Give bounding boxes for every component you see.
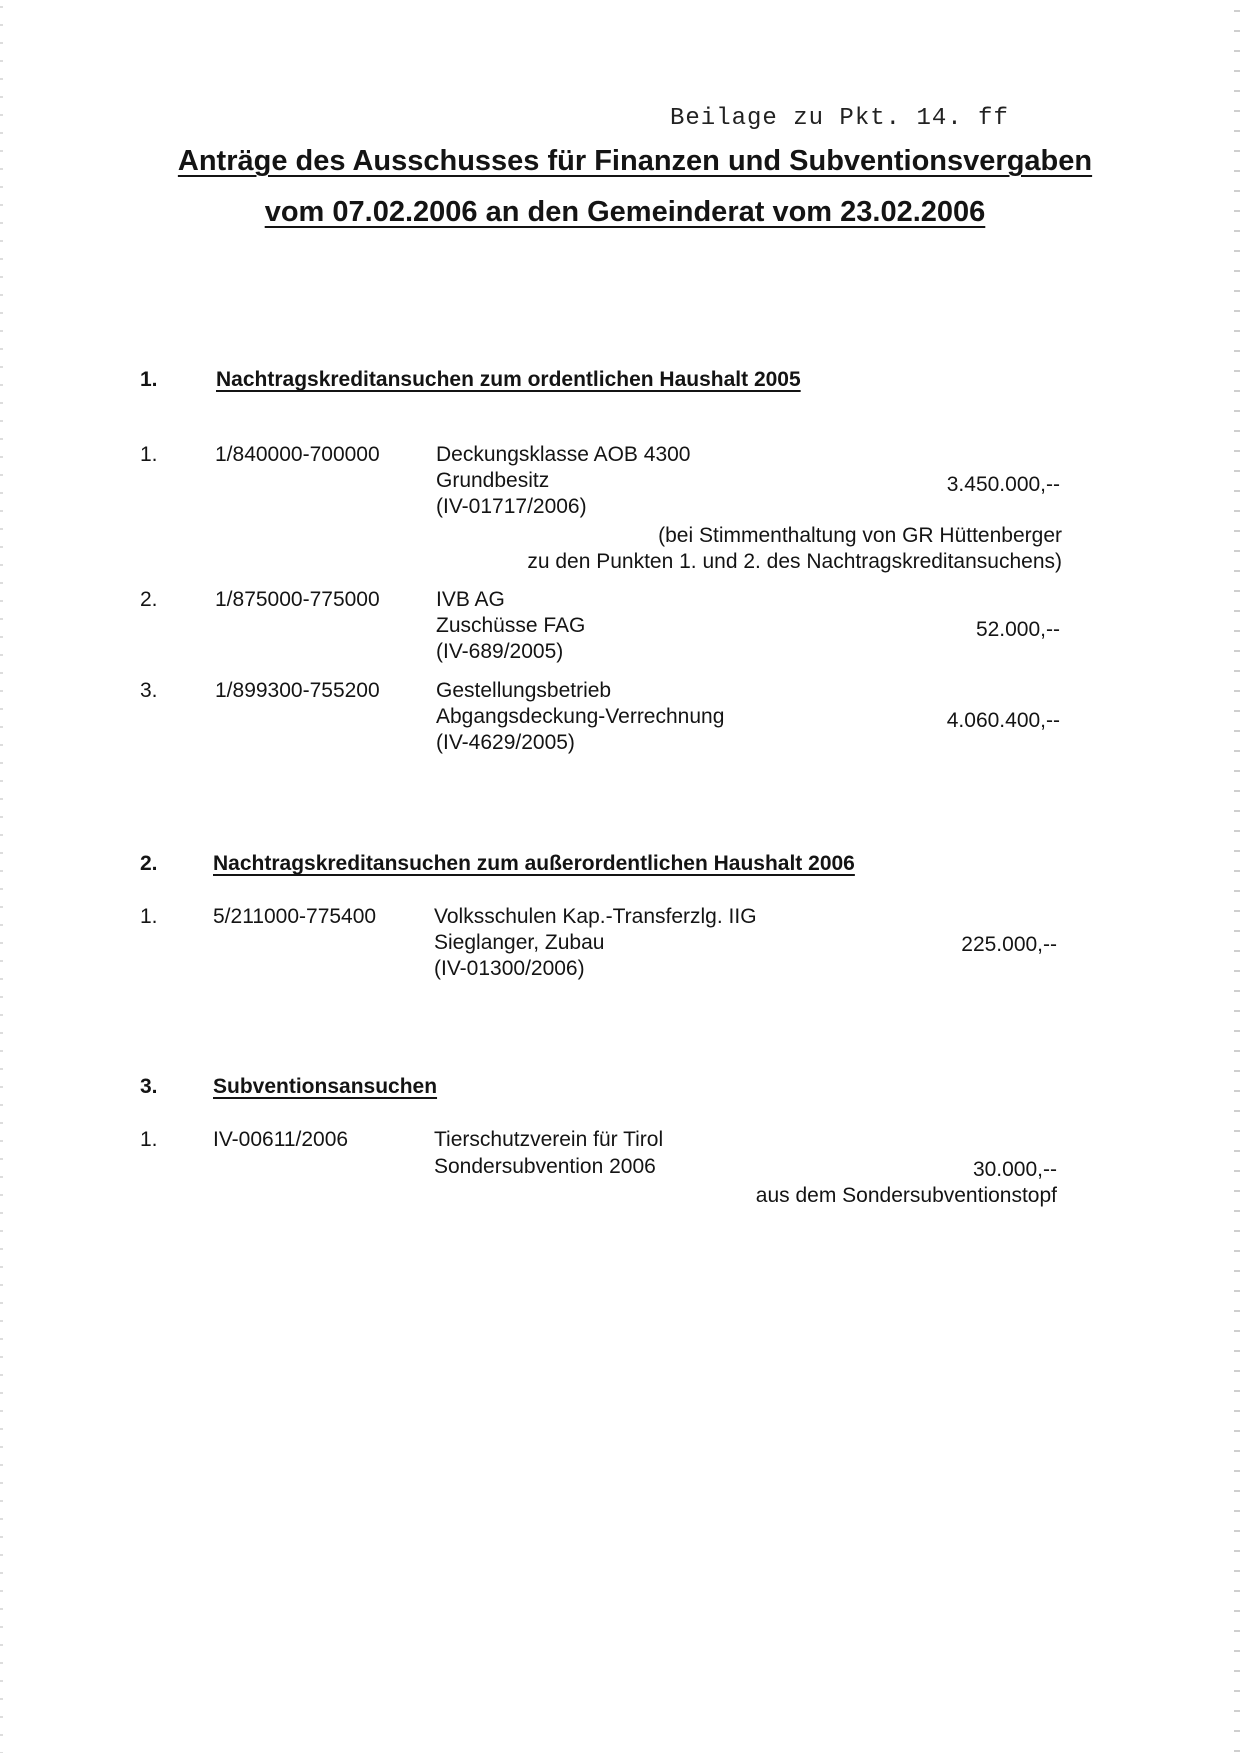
item-description-line: Abgangsdeckung-Verrechnung bbox=[436, 705, 725, 728]
section-3-number: 3. bbox=[140, 1075, 158, 1098]
item-number: 1. bbox=[140, 905, 158, 928]
scan-edge-right bbox=[1234, 0, 1240, 1753]
page-subtitle: vom 07.02.2006 an den Gemeinderat vom 23.02.2006 bbox=[264, 196, 986, 228]
item-description-line: Zuschüsse FAG bbox=[436, 614, 586, 637]
item-reference: (IV-689/2005) bbox=[436, 640, 564, 663]
item-description-line: IVB AG bbox=[436, 588, 505, 611]
item-number: 1. bbox=[140, 1128, 158, 1151]
item-budget-code: 1/899300-755200 bbox=[215, 679, 380, 702]
item-note: aus dem Sondersubventionstopf bbox=[755, 1184, 1057, 1207]
item-number: 3. bbox=[140, 679, 158, 702]
item-description-line: Tierschutzverein für Tirol bbox=[434, 1128, 664, 1151]
scan-edge-left bbox=[0, 0, 3, 1753]
item-amount: 4.060.400,-- bbox=[946, 709, 1060, 732]
item-description-line: Grundbesitz bbox=[436, 469, 550, 492]
item-reference: (IV-01717/2006) bbox=[436, 495, 587, 518]
section-3-heading: Subventionsansuchen bbox=[213, 1075, 438, 1098]
item-reference: (IV-01300/2006) bbox=[434, 957, 585, 980]
item-description-line: Sieglanger, Zubau bbox=[434, 931, 605, 954]
attachment-stamp: Beilage zu Pkt. 14. ff bbox=[670, 105, 1009, 132]
item-description-line: Volksschulen Kap.-Transferzlg. IIG bbox=[434, 905, 757, 928]
item-amount: 225.000,-- bbox=[961, 933, 1057, 956]
item-description-line: Gestellungsbetrieb bbox=[436, 679, 612, 702]
item-description-line: Deckungsklasse AOB 4300 bbox=[436, 443, 691, 466]
item-budget-code: 1/875000-775000 bbox=[215, 588, 380, 611]
item-number: 1. bbox=[140, 443, 158, 466]
item-amount: 30.000,-- bbox=[972, 1158, 1057, 1181]
section-2-number: 2. bbox=[140, 852, 158, 875]
item-amount: 52.000,-- bbox=[975, 618, 1060, 641]
item-amount: 3.450.000,-- bbox=[946, 473, 1060, 496]
item-note: zu den Punkten 1. und 2. des Nachtragskreditansuchens) bbox=[527, 550, 1062, 573]
section-1-heading: Nachtragskreditansuchen zum ordentlichen Haushalt 2005 bbox=[216, 368, 801, 391]
item-description-line: Sondersubvention 2006 bbox=[434, 1155, 656, 1178]
item-budget-code: 1/840000-700000 bbox=[215, 443, 380, 466]
item-reference-code: IV-00611/2006 bbox=[213, 1128, 349, 1151]
item-number: 2. bbox=[140, 588, 158, 611]
item-reference: (IV-4629/2005) bbox=[436, 731, 575, 754]
page-title: Anträge des Ausschusses für Finanzen und Subventionsvergaben bbox=[177, 145, 1093, 177]
item-note: (bei Stimmenthaltung von GR Hüttenberger bbox=[658, 524, 1062, 547]
section-1-number: 1. bbox=[140, 368, 158, 391]
section-2-heading: Nachtragskreditansuchen zum außerordentlichen Haushalt 2006 bbox=[213, 852, 855, 875]
item-budget-code: 5/211000-775400 bbox=[213, 905, 377, 928]
